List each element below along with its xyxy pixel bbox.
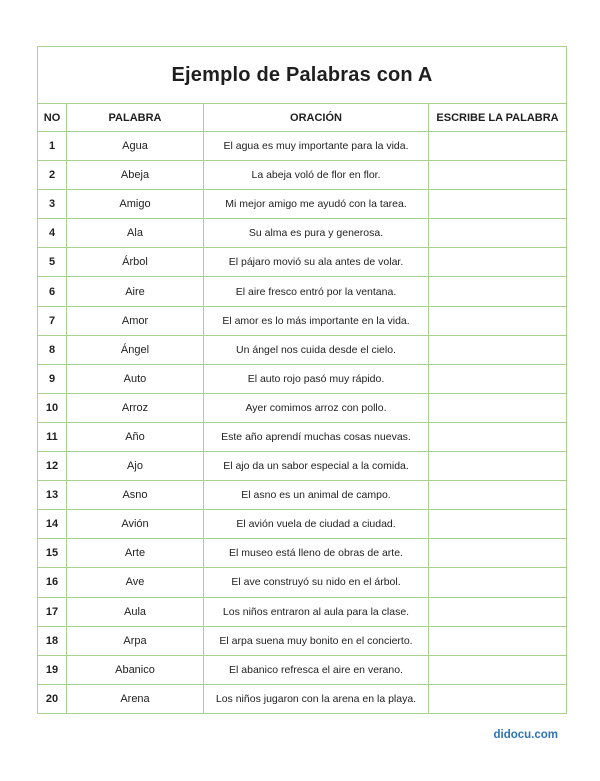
row-word-cell: Aire bbox=[67, 277, 204, 306]
row-write-answer-cell[interactable] bbox=[429, 510, 567, 539]
row-sentence-cell: Ayer comimos arroz con pollo. bbox=[204, 393, 429, 422]
row-sentence-cell: El aire fresco entró por la ventana. bbox=[204, 277, 429, 306]
row-number-cell: 7 bbox=[38, 306, 67, 335]
row-word-cell: Avión bbox=[67, 510, 204, 539]
row-write-answer-cell[interactable] bbox=[429, 626, 567, 655]
row-number-cell: 18 bbox=[38, 626, 67, 655]
row-write-answer-cell[interactable] bbox=[429, 452, 567, 481]
row-sentence-cell: Un ángel nos cuida desde el cielo. bbox=[204, 335, 429, 364]
row-write-answer-cell[interactable] bbox=[429, 684, 567, 713]
table-row bbox=[38, 190, 567, 219]
row-word-cell: Arpa bbox=[67, 626, 204, 655]
row-number-cell: 8 bbox=[38, 335, 67, 364]
row-number-cell: 4 bbox=[38, 219, 67, 248]
table-row bbox=[38, 422, 567, 451]
row-write-answer-cell[interactable] bbox=[429, 539, 567, 568]
table-row bbox=[38, 132, 567, 161]
row-write-answer-cell[interactable] bbox=[429, 132, 567, 161]
row-write-answer-cell[interactable] bbox=[429, 655, 567, 684]
row-number-cell: 3 bbox=[38, 190, 67, 219]
title-row bbox=[38, 47, 567, 104]
row-sentence-cell: El ajo da un sabor especial a la comida. bbox=[204, 452, 429, 481]
row-number-cell: 15 bbox=[38, 539, 67, 568]
row-word-cell: Ala bbox=[67, 219, 204, 248]
row-sentence-cell: El auto rojo pasó muy rápido. bbox=[204, 364, 429, 393]
row-number-cell: 12 bbox=[38, 452, 67, 481]
table-row bbox=[38, 655, 567, 684]
table-row bbox=[38, 248, 567, 277]
row-word-cell: Arte bbox=[67, 539, 204, 568]
row-write-answer-cell[interactable] bbox=[429, 306, 567, 335]
table-header-row bbox=[38, 104, 567, 132]
row-write-answer-cell[interactable] bbox=[429, 335, 567, 364]
row-number-cell: 6 bbox=[38, 277, 67, 306]
row-word-cell: Ave bbox=[67, 568, 204, 597]
table-row bbox=[38, 481, 567, 510]
row-write-answer-cell[interactable] bbox=[429, 248, 567, 277]
row-write-answer-cell[interactable] bbox=[429, 568, 567, 597]
row-word-cell: Amor bbox=[67, 306, 204, 335]
row-sentence-cell: El ave construyó su nido en el árbol. bbox=[204, 568, 429, 597]
table-row bbox=[38, 539, 567, 568]
row-write-answer-cell[interactable] bbox=[429, 219, 567, 248]
row-sentence-cell: El amor es lo más importante en la vida. bbox=[204, 306, 429, 335]
row-word-cell: Arena bbox=[67, 684, 204, 713]
row-number-cell: 1 bbox=[38, 132, 67, 161]
column-header-escribe: ESCRIBE LA PALABRA bbox=[429, 104, 567, 132]
row-number-cell: 11 bbox=[38, 422, 67, 451]
row-number-cell: 16 bbox=[38, 568, 67, 597]
row-word-cell: Año bbox=[67, 422, 204, 451]
row-word-cell: Ajo bbox=[67, 452, 204, 481]
row-write-answer-cell[interactable] bbox=[429, 190, 567, 219]
table-row bbox=[38, 568, 567, 597]
row-write-answer-cell[interactable] bbox=[429, 422, 567, 451]
row-word-cell: Ángel bbox=[67, 335, 204, 364]
row-word-cell: Aula bbox=[67, 597, 204, 626]
row-write-answer-cell[interactable] bbox=[429, 277, 567, 306]
row-sentence-cell: La abeja voló de flor en flor. bbox=[204, 161, 429, 190]
row-number-cell: 20 bbox=[38, 684, 67, 713]
row-sentence-cell: El avión vuela de ciudad a ciudad. bbox=[204, 510, 429, 539]
column-header-no: NO bbox=[38, 104, 67, 132]
row-number-cell: 5 bbox=[38, 248, 67, 277]
row-sentence-cell: Este año aprendí muchas cosas nuevas. bbox=[204, 422, 429, 451]
page-title: Ejemplo de Palabras con A bbox=[38, 47, 567, 104]
table-row bbox=[38, 335, 567, 364]
row-word-cell: Árbol bbox=[67, 248, 204, 277]
didocu-site-link[interactable]: didocu.com bbox=[493, 729, 558, 741]
row-number-cell: 19 bbox=[38, 655, 67, 684]
row-word-cell: Auto bbox=[67, 364, 204, 393]
row-sentence-cell: El abanico refresca el aire en verano. bbox=[204, 655, 429, 684]
table-row bbox=[38, 306, 567, 335]
table-row bbox=[38, 510, 567, 539]
row-number-cell: 17 bbox=[38, 597, 67, 626]
row-number-cell: 9 bbox=[38, 364, 67, 393]
table-row bbox=[38, 277, 567, 306]
row-write-answer-cell[interactable] bbox=[429, 364, 567, 393]
table-row bbox=[38, 626, 567, 655]
row-write-answer-cell[interactable] bbox=[429, 481, 567, 510]
words-table bbox=[37, 46, 567, 714]
row-write-answer-cell[interactable] bbox=[429, 597, 567, 626]
row-number-cell: 14 bbox=[38, 510, 67, 539]
table-row bbox=[38, 161, 567, 190]
row-sentence-cell: El pájaro movió su ala antes de volar. bbox=[204, 248, 429, 277]
column-header-palabra: PALABRA bbox=[67, 104, 204, 132]
row-word-cell: Abeja bbox=[67, 161, 204, 190]
row-sentence-cell: El arpa suena muy bonito en el concierto. bbox=[204, 626, 429, 655]
row-sentence-cell: Mi mejor amigo me ayudó con la tarea. bbox=[204, 190, 429, 219]
row-number-cell: 2 bbox=[38, 161, 67, 190]
column-header-oracion: ORACIÓN bbox=[204, 104, 429, 132]
row-word-cell: Arroz bbox=[67, 393, 204, 422]
table-row bbox=[38, 684, 567, 713]
table-row bbox=[38, 364, 567, 393]
row-sentence-cell: Los niños jugaron con la arena en la playa. bbox=[204, 684, 429, 713]
table-row bbox=[38, 393, 567, 422]
row-sentence-cell: Su alma es pura y generosa. bbox=[204, 219, 429, 248]
row-sentence-cell: El agua es muy importante para la vida. bbox=[204, 132, 429, 161]
row-sentence-cell: El museo está lleno de obras de arte. bbox=[204, 539, 429, 568]
row-sentence-cell: El asno es un animal de campo. bbox=[204, 481, 429, 510]
row-word-cell: Asno bbox=[67, 481, 204, 510]
row-write-answer-cell[interactable] bbox=[429, 393, 567, 422]
table-row bbox=[38, 452, 567, 481]
row-number-cell: 10 bbox=[38, 393, 67, 422]
row-word-cell: Agua bbox=[67, 132, 204, 161]
row-word-cell: Abanico bbox=[67, 655, 204, 684]
row-number-cell: 13 bbox=[38, 481, 67, 510]
row-write-answer-cell[interactable] bbox=[429, 161, 567, 190]
table-row bbox=[38, 597, 567, 626]
row-sentence-cell: Los niños entraron al aula para la clase. bbox=[204, 597, 429, 626]
table-row bbox=[38, 219, 567, 248]
row-word-cell: Amigo bbox=[67, 190, 204, 219]
